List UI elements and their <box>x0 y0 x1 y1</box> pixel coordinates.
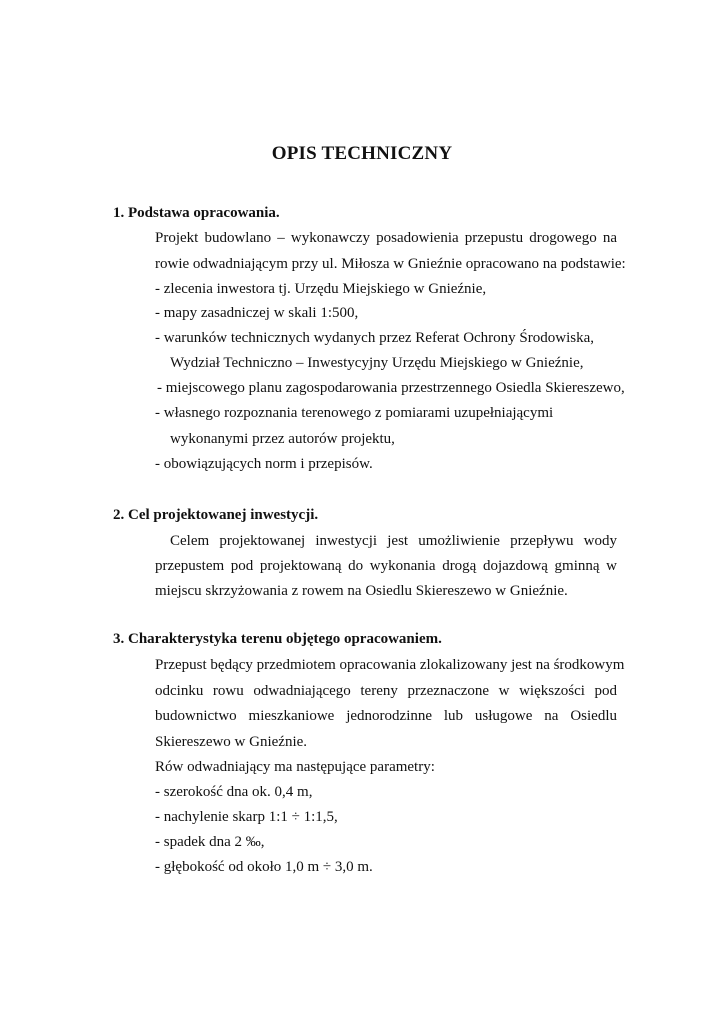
section-1-line: - miejscowego planu zagospodarowania przestrzennego Osiedla Skiereszewo, <box>157 380 625 396</box>
section-1-line: Projekt budowlano – wykonawczy posadowienia przepustu drogowego na <box>155 230 617 246</box>
section-3-line: - spadek dna 2 ‰, <box>155 834 265 850</box>
section-1-heading: 1. Podstawa opracowania. <box>113 205 280 221</box>
section-3-line: - szerokość dna ok. 0,4 m, <box>155 784 313 800</box>
section-1-line: Wydział Techniczno – Inwestycyjny Urzędu Miejskiego w Gnieźnie, <box>170 355 584 371</box>
section-1-line: wykonanymi przez autorów projektu, <box>170 431 395 447</box>
section-3-heading: 3. Charakterystyka terenu objętego opracowaniem. <box>113 631 442 647</box>
section-1-line: - zlecenia inwestora tj. Urzędu Miejskiego w Gnieźnie, <box>155 281 487 297</box>
page-title: OPIS TECHNICZNY <box>271 143 453 164</box>
section-3-line: budownictwo mieszkaniowe jednorodzinne lub usługowe na Osiedlu <box>155 708 617 724</box>
section-3-line: - głębokość od około 1,0 m ÷ 3,0 m. <box>155 859 373 875</box>
section-1-line: rowie odwadniającym przy ul. Miłosza w Gnieźnie opracowano na podstawie: <box>155 256 626 272</box>
section-2-line: przepustem pod projektowaną do wykonania drogą dojazdową gminną w <box>155 558 617 574</box>
section-3-line: odcinku rowu odwadniającego tereny przeznaczone w większości pod <box>155 683 617 699</box>
section-2-line: miejscu skrzyżowania z rowem na Osiedlu Skiereszewo w Gnieźnie. <box>155 583 568 599</box>
section-1-line: - mapy zasadniczej w skali 1:500, <box>155 305 359 321</box>
section-2-line: Celem projektowanej inwestycji jest umożliwienie przepływu wody <box>170 533 617 549</box>
section-3-line: Skiereszewo w Gnieźnie. <box>155 734 308 750</box>
section-3-line: - nachylenie skarp 1:1 ÷ 1:1,5, <box>155 809 338 825</box>
section-1-line: - obowiązujących norm i przepisów. <box>155 456 373 472</box>
section-1-line: - własnego rozpoznania terenowego z pomiarami uzupełniającymi <box>155 405 554 421</box>
section-3-line: Przepust będący przedmiotem opracowania zlokalizowany jest na środkowym <box>155 657 625 673</box>
section-1-line: - warunków technicznych wydanych przez Referat Ochrony Środowiska, <box>155 330 595 346</box>
section-3-line: Rów odwadniający ma następujące parametry: <box>155 759 435 775</box>
section-2-heading: 2. Cel projektowanej inwestycji. <box>113 507 319 523</box>
